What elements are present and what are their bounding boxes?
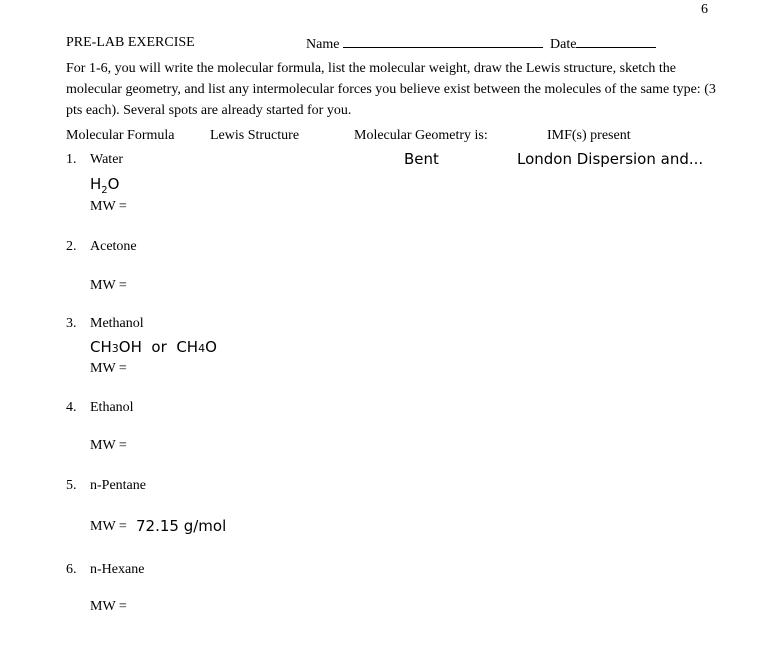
- item-4-title: [66, 400, 134, 416]
- item-number: 5.: [66, 478, 77, 493]
- item-name: Water: [90, 152, 124, 167]
- name-blank[interactable]: [343, 35, 543, 48]
- item-name: Acetone: [90, 239, 137, 254]
- item-number: 6.: [66, 562, 77, 577]
- item-number: 1.: [66, 152, 77, 167]
- item-5-title: [66, 478, 146, 494]
- item-5-mw-label: MW =: [90, 519, 127, 534]
- column-header-geometry: Molecular Geometry is:: [354, 128, 488, 143]
- item-1-imf-answer: London Dispersion and...: [517, 150, 704, 168]
- item-3-mw-label: MW =: [90, 361, 127, 376]
- item-name: n-Pentane: [90, 478, 146, 493]
- instructions-paragraph: For 1-6, you will write the molecular formula, list the molecular weight, draw the Lewis structure, sketch the molecular geometry, and list any intermolecular forces you believe exist between the molecules of the same type: (3 pts each). Several spots are already started for you.: [66, 61, 716, 118]
- item-5-mw-answer: 72.15 g/mol: [136, 517, 227, 535]
- item-2-mw-label: MW =: [90, 278, 127, 293]
- item-3-title: [66, 316, 144, 332]
- item-name: Methanol: [90, 316, 144, 331]
- name-label: Name: [306, 37, 340, 52]
- column-header-formula: Molecular Formula: [66, 128, 175, 143]
- name-field: [306, 35, 543, 53]
- item-6-title: [66, 562, 144, 578]
- item-2-title: [66, 239, 137, 255]
- date-label: Date: [550, 37, 577, 52]
- item-1-geometry-answer: Bent: [404, 150, 439, 168]
- item-6-mw-label: MW =: [90, 599, 127, 614]
- item-3-formula: CH3OH or CH4O: [90, 338, 217, 356]
- item-4-mw-label: MW =: [90, 438, 127, 453]
- item-1-formula: $H_2O$: [90, 175, 120, 196]
- page-number: 6: [701, 2, 708, 17]
- date-blank[interactable]: [576, 35, 656, 48]
- item-name: Ethanol: [90, 400, 134, 415]
- worksheet-title: PRE-LAB EXERCISE: [66, 35, 195, 50]
- item-name: n-Hexane: [90, 562, 145, 577]
- item-number: 3.: [66, 316, 77, 331]
- item-1-title: [66, 152, 123, 168]
- date-field: [550, 35, 656, 53]
- item-1-mw-label: MW =: [90, 199, 127, 214]
- column-header-imf: IMF(s) present: [547, 128, 631, 143]
- item-number: 2.: [66, 239, 77, 254]
- column-header-lewis: Lewis Structure: [210, 128, 300, 143]
- item-number: 4.: [66, 400, 77, 415]
